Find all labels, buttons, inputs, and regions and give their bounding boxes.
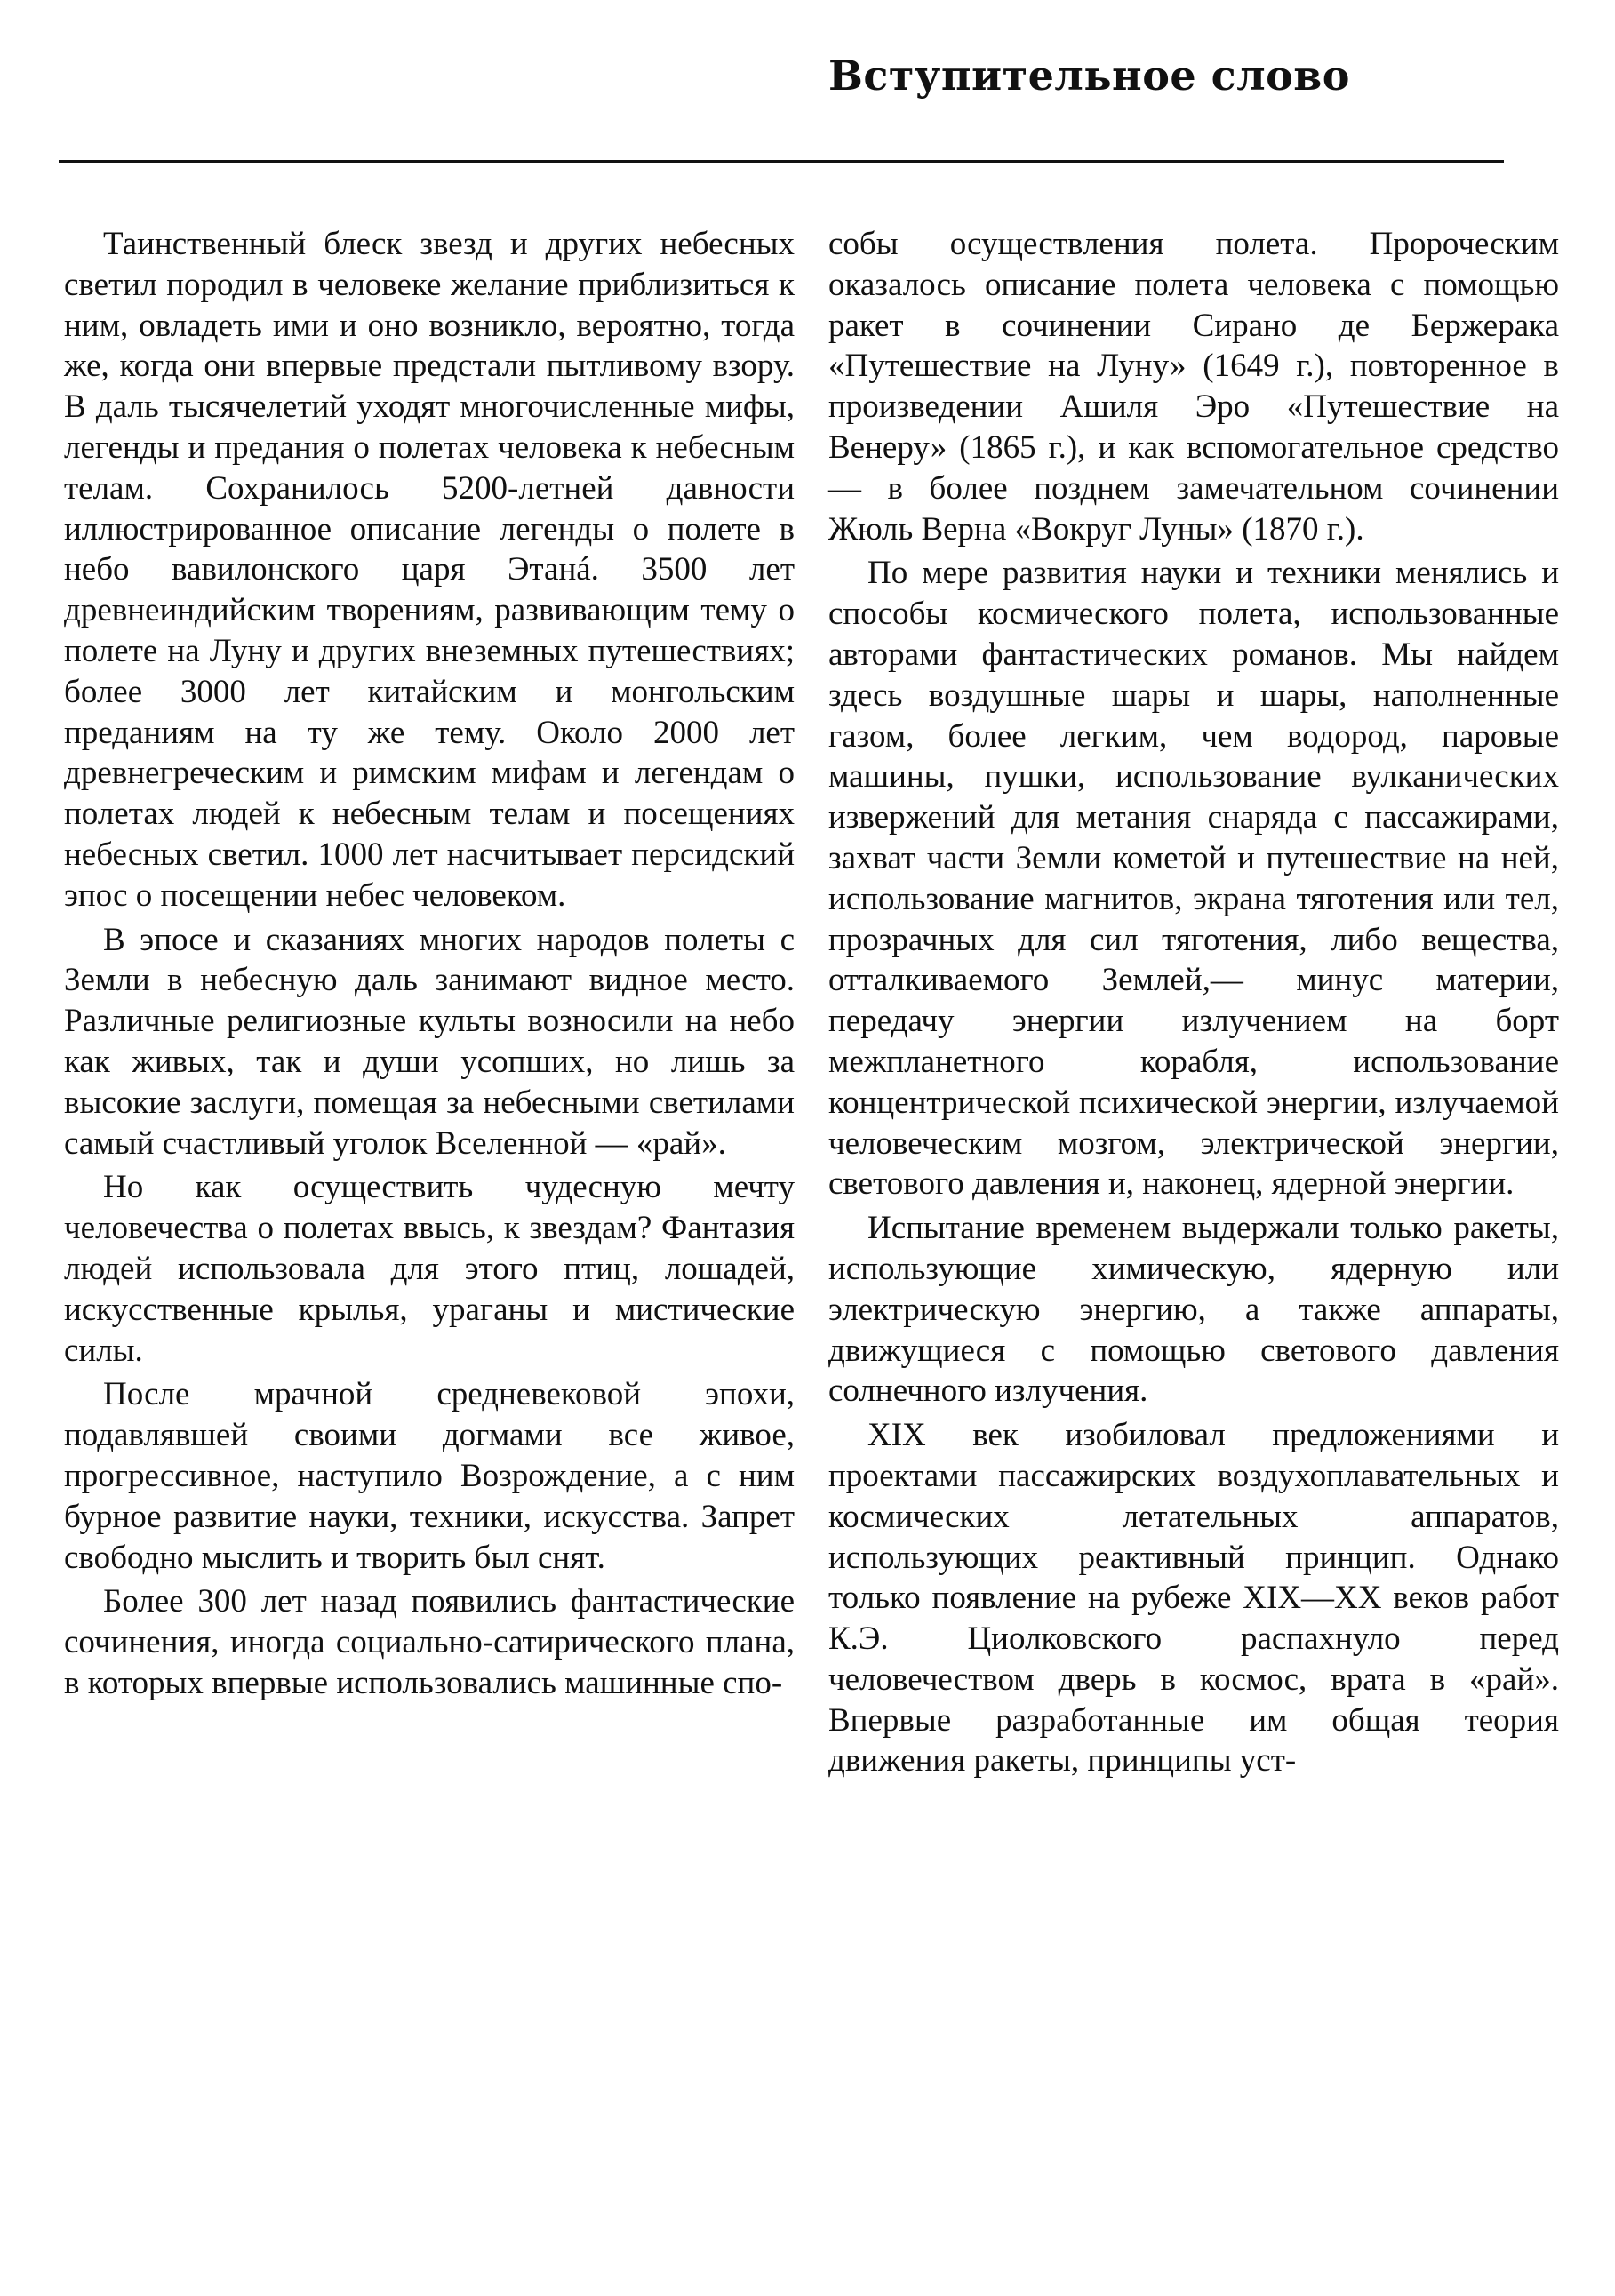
paragraph: Испытание временем выдержали только ракеты, использующие химическую, ядерную или электрическую энергию, а также аппараты, движущиеся с помощью светового давления солнечного излучения. (828, 1210, 1559, 1410)
paragraph: Таинственный блеск звезд и других небесных светил породил в человеке желание приблизиться к ним, овладеть ими и оно возникло, вероятно, тогда же, когда они впервые предстали пытливому взору. В даль тысячелетий уходят многочисленные мифы, легенды и предания о полетах человека к небесным телам. Сохранилось 5200-летней давности иллюстрированное описание легенды о полете в небо вавилонского царя Этанá. 3500 лет древнеиндийским творениям, развивающим тему о полете на Луну и других внеземных путешествиях; более 3000 лет китайским и монгольским преданиям на ту же тему. Около 2000 лет древнегреческим и римским мифам и легендам о полетах людей к небесным телам и посещениях небесных светил. 1000 лет насчитывает персидский эпос о посещении небес человеком. (64, 226, 795, 914)
paragraph: По мере развития науки и техники менялись и способы космического полета, использованные авторами фантастических романов. Мы найдем здесь воздушные шары и шары, наполненные газом, более легким, чем водород, паровые машины, пушки, использование вулканических извержений для метания снаряда с пассажирами, захват части Земли кометой и путешествие на ней, использование магнитов, экрана тяготения или тел, прозрачных для сил тяготения, либо вещества, отталкиваемого Землей,— минус материи, передачу энергии излучением на борт межпланетного корабля, использование концентрической психической энергии, излучаемой человеческим мозгом, электрической энергии, светового давления и, наконец, ядерной энергии. (828, 555, 1559, 1203)
paragraph: Более 300 лет назад появились фантастические сочинения, иногда социально-сатирического плана, в которых впервые использовались машинные спо- (64, 1583, 795, 1701)
page-title: Вступительное слово (828, 52, 1350, 100)
left-text-column (64, 224, 795, 1704)
paragraph-continued: собы осуществления полета. Пророческим оказалось описание полета человека с помощью ракет в сочинении Сирано де Бержерака «Путешествие на Луну» (1649 г.), повторенное в произведении Ашиля Эро «Путешествие на Венеру» (1865 г.), и как вспомогательное средство — в более позднем замечательном сочинении Жюль Верна «Вокруг Луны» (1870 г.). (828, 226, 1559, 548)
header-divider (59, 160, 1504, 163)
paragraph: XIX век изобиловал предложениями и проектами пассажирских воздухоплавательных и космических летательных аппаратов, использующих реактивный принцип. Однако только появление на рубеже XIX—XX веков работ К.Э. Циолковского распахнуло перед человечеством дверь в космос, врата в «рай». Впервые разработанные им общая теория движения ракеты, принципы уст- (828, 1417, 1559, 1780)
right-text-column (828, 224, 1559, 1781)
paragraph: После мрачной средневековой эпохи, подавлявшей своими догмами все живое, прогрессивное, наступило Возрождение, а с ним бурное развитие науки, техники, искусства. Запрет свободно мыслить и творить был снят. (64, 1376, 795, 1576)
paragraph: Но как осуществить чудесную мечту человечества о полетах ввысь, к звездам? Фантазия людей использовала для этого птиц, лошадей, искусственные крылья, ураганы и мистические силы. (64, 1169, 795, 1369)
paragraph: В эпосе и сказаниях многих народов полеты с Земли в небесную даль занимают видное место. Различные религиозные культы возносили на небо как живых, так и души усопших, но лишь за высокие заслуги, помещая за небесными светилами самый счастливый уголок Вселенной — «рай». (64, 921, 795, 1162)
